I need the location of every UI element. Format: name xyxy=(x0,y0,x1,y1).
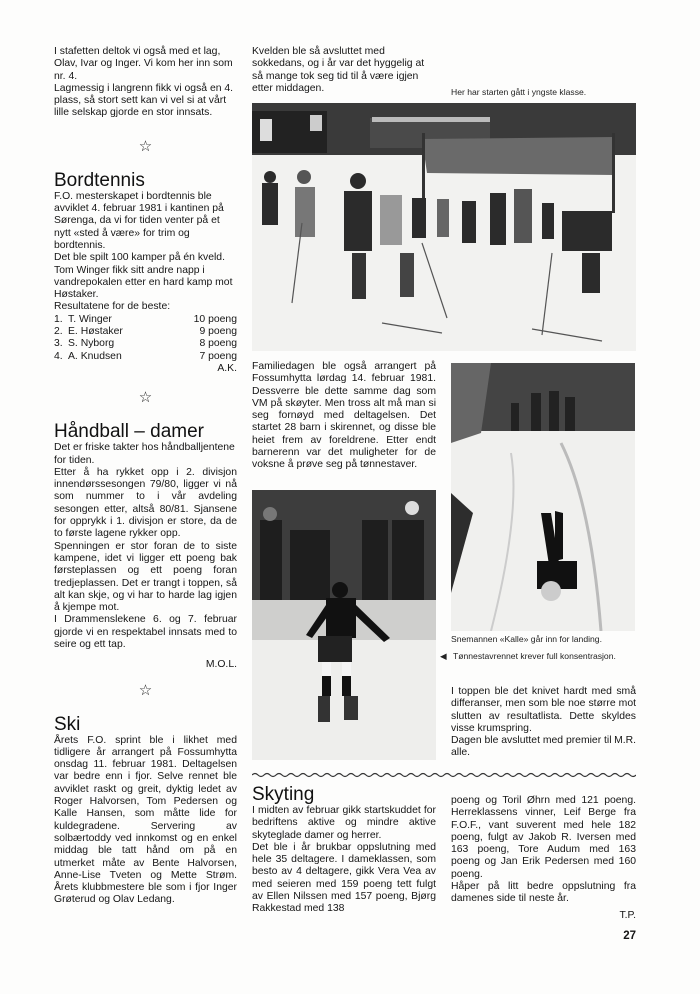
skyting-paragraph: Håper på litt bedre oppslutning fra damenes side til neste år. xyxy=(451,881,636,905)
bordtennis-signature: A.K. xyxy=(217,362,237,374)
snowman-landing-image xyxy=(451,363,635,631)
bordtennis-heading: Bordtennis xyxy=(54,169,145,191)
ski-heading: Ski xyxy=(54,713,81,735)
family-day-signature: M.R. xyxy=(614,735,636,747)
column-right-results xyxy=(451,686,636,760)
result-rank: 1. xyxy=(54,313,63,325)
awards-paragraph: Dagen ble avsluttet med premier til alle. xyxy=(451,735,612,759)
result-name: T. Winger xyxy=(68,313,112,325)
result-name: S. Nyborg xyxy=(68,338,115,350)
start-photo-caption: Her har starten gått i yngste klasse. xyxy=(451,87,587,97)
bordtennis-paragraph: Det ble spilt 100 kamper på én kveld. Tom Winger fikk sitt andre napp i vandrepokalen etter en hard kamp mot Høstaker. xyxy=(54,252,233,301)
team-paragraph: Lagmessig i langrenn fikk vi også en 4. plass, så stort sett kan vi vel si at vårt lille selskap gjorde en stor innsats. xyxy=(54,82,234,119)
handball-heading: Håndball – damer xyxy=(54,421,204,443)
handball-signature: M.O.L. xyxy=(205,659,237,671)
star-divider-icon: ☆ xyxy=(138,681,153,699)
ski-paragraph: Årets F.O. sprint ble i likhet med tidligere år arrangert på Fossumhytta onsdag 11. februar 1981. Deltagelsen var bedre enn i fjor. Selve rennet ble avviklet raskt og greit, dyktig ledet av Roger Halvorsen, Tom Pedersen og Kalle Hansen, som måtte lide for kuldegradene. Servering av solbærtoddy ved innkomst og en enkel middag ble tatt hånd om på en utmerket måte av Bente Halvorsen, Anne-Lise Tveten og Mette Strøm. Årets klubbmestere ble som i fjor Inger Grøterud og Olav Ledang. xyxy=(54,734,237,906)
skyting-paragraph: poeng og Toril Øhrn med 121 poeng. Herreklassens vinner, Leif Berge fra F.O.F., vant suverent med hele 182 poeng, fulgt av Jakob R. Iversen med 163 poeng, Tore Audum med 163 poeng og Jan Erik Pedersen med 160 poeng. xyxy=(451,795,636,880)
result-rank: 3. xyxy=(54,338,63,350)
result-points: 8 poeng xyxy=(199,338,237,350)
left-arrow-icon: ◀ xyxy=(440,651,447,661)
skyting-signature: T.P. xyxy=(619,909,636,921)
column-middle-family xyxy=(252,361,436,472)
bordtennis-paragraph: F.O. mesterskapet i bordtennis ble avviklet 4. februar 1981 i kantinen på Sørenga, da vi for tiden venter på et nytt «sted å være» for trim og bordtennis. xyxy=(54,190,224,251)
star-divider-icon: ☆ xyxy=(138,389,153,407)
race-start-photo xyxy=(252,103,636,351)
snowman-caption: Snemannen «Kalle» går inn for landing. xyxy=(451,634,602,644)
barrel-stave-photo xyxy=(252,490,436,760)
handball-paragraph: Etter å ha rykket opp i 2. divisjon innendørssesongen 79/80, ligger vi nå som nummer to i vår avdeling sesongen etter, altså 80/81. Sjansene for opprykk i 1. divisjon er store, da de to første lagene rykker opp. xyxy=(54,466,237,540)
result-rank: 2. xyxy=(54,326,63,338)
results-paragraph: I toppen ble det knivet hardt med små differanser, men som ble noe større mot slutten av resultatlista. Dette skyldes visse krumspring. xyxy=(451,686,636,734)
skyting-heading: Skyting xyxy=(252,784,315,805)
skyting-section-left xyxy=(252,784,436,916)
family-day-paragraph: Familiedagen ble også arrangert på Fossumhytta lørdag 14. februar 1981. Dessverre ble dette samme dag som VM på skøyter. Men tross alt må man si seg fornøyd med deltagelsen. Det startet 28 barn i skirennet, og disse ble heiet frem av foreldrene. Etter endt barnerenn var det muligheter for de voksne å prøve seg på tønnestaver. xyxy=(252,361,436,471)
handball-paragraph: Spenningen er stor foran de to siste kampene, idet vi ligger ett poeng bak førsteplassen og ett poeng foran tredjeplassen. Det er trangt i toppen, så alt kan skje, og vi har to harde lag igjen å kjempe mot. xyxy=(54,540,237,614)
relay-paragraph: I stafetten deltok vi også med et lag, Olav, Ivar og Inger. Vi kom her inn som nr. 4. xyxy=(54,46,233,82)
snowman-landing-photo xyxy=(451,363,635,631)
barrel-stave-caption: Tønnestavrennet krever full konsentrasjon. xyxy=(453,651,616,661)
barrel-stave-image xyxy=(252,490,436,760)
table-row xyxy=(54,326,237,338)
handball-paragraph: I Drammenslekene 6. og 7. februar gjorde vi en respektabel innsats med to seire og ett tap. xyxy=(54,614,237,650)
table-row xyxy=(54,314,237,326)
skyting-paragraph: Det ble i år brukbar oppslutning med hele 35 deltagere. I dameklassen, som besto av 4 deltagere, gikk Vera Vea av med seieren med 159 poeng tett fulgt av Ellen Nilssen med 157 poeng, Bjørg Rakkestad med 138 xyxy=(252,841,436,915)
result-points: 10 poeng xyxy=(193,313,237,325)
result-points: 7 poeng xyxy=(199,350,237,362)
race-start-image xyxy=(252,103,636,351)
result-rank: 4. xyxy=(54,350,63,362)
column-middle-top xyxy=(252,46,436,95)
wavy-divider xyxy=(252,772,636,778)
result-name: A. Knudsen xyxy=(68,350,122,362)
evening-paragraph: Kvelden ble så avsluttet med sokkedans, og i år var det hyggelig at så mange tok seg tid til å være igjen etter middagen. xyxy=(252,46,425,94)
star-divider-icon: ☆ xyxy=(138,137,153,155)
skyting-section-right xyxy=(451,795,636,922)
awards-line xyxy=(451,735,636,760)
skyting-paragraph: I midten av februar gikk startskuddet for bedriftens aktive og mindre aktive skyteglade damer og herrer. xyxy=(252,805,436,841)
handball-paragraph: Det er friske takter hos håndballjentene for tiden. xyxy=(54,442,235,466)
result-name: E. Høstaker xyxy=(68,326,123,338)
bordtennis-results-intro: Resultatene for de beste: xyxy=(54,301,171,313)
column-left xyxy=(54,46,237,907)
bordtennis-results-table xyxy=(54,314,237,363)
table-row xyxy=(54,338,237,350)
table-row xyxy=(54,351,237,363)
result-points: 9 poeng xyxy=(199,326,237,338)
page-number: 27 xyxy=(623,930,636,942)
